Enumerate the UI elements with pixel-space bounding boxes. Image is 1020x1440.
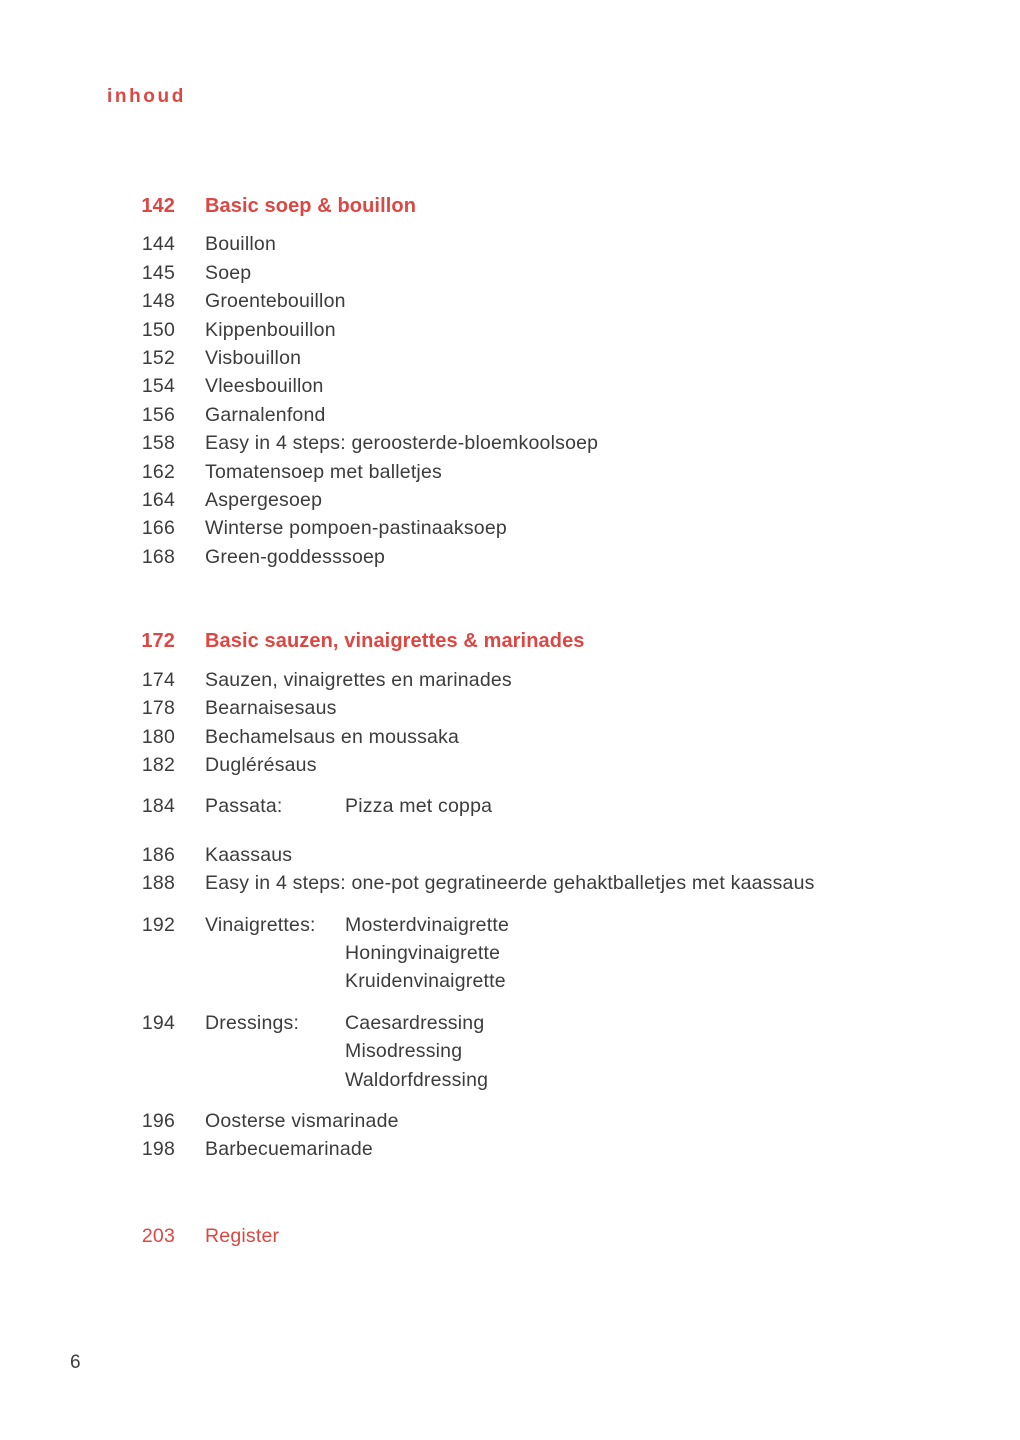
entry-label: Soep <box>205 261 252 284</box>
page-title: inhoud <box>107 86 186 107</box>
section-header <box>0 627 1020 655</box>
entry-page-number: 164 <box>141 489 175 512</box>
entry-page-number: 184 <box>141 795 175 818</box>
entry-label: Passata: <box>205 795 283 818</box>
entry-values <box>345 911 1020 996</box>
toc-section <box>0 627 1020 1164</box>
entry-label: Tomatensoep met balletjes <box>205 460 442 483</box>
entry-label: Oosterse vismarinade <box>205 1109 399 1132</box>
toc-row <box>0 1009 1020 1094</box>
toc-row <box>0 486 1020 514</box>
entry-label: Vinaigrettes: <box>205 913 316 936</box>
entry-page-number: 188 <box>141 872 175 895</box>
entry-page-number: 145 <box>141 261 175 284</box>
entry-label: Bearnaisesaus <box>205 697 337 720</box>
section-title: Basic sauzen, vinaigrettes & marinades <box>205 630 585 653</box>
toc-row <box>0 458 1020 486</box>
section-header <box>0 192 1020 220</box>
entry-page-number: 180 <box>141 725 175 748</box>
entry-label: Kippenbouillon <box>205 318 336 341</box>
toc-row <box>0 429 1020 457</box>
toc-row <box>0 230 1020 258</box>
entry-label: Green-goddesssoep <box>205 545 386 568</box>
entry-label: Sauzen, vinaigrettes en marinades <box>205 668 512 691</box>
toc-row <box>0 1107 1020 1135</box>
toc-row <box>0 543 1020 571</box>
entry-label: Barbecuemarinade <box>205 1138 373 1161</box>
toc-row <box>0 723 1020 751</box>
register-row <box>0 1222 1020 1250</box>
entry-page-number: 152 <box>141 347 175 370</box>
toc-row <box>0 401 1020 429</box>
entry-label: Duglérésaus <box>205 753 317 776</box>
entry-page-number: 150 <box>141 318 175 341</box>
entry-label: Bouillon <box>205 233 276 256</box>
entry-value: Mosterdvinaigrette <box>345 913 510 936</box>
entry-page-number: 148 <box>141 290 175 313</box>
toc-row <box>0 1135 1020 1163</box>
register-label: Register <box>205 1224 280 1247</box>
toc-row <box>0 514 1020 542</box>
entry-label: Easy in 4 steps: geroosterde-bloemkoolsoep <box>205 432 599 455</box>
toc-row <box>0 259 1020 287</box>
toc-row <box>0 751 1020 779</box>
entry-label: Easy in 4 steps: one-pot gegratineerde gehaktballetjes met kaassaus <box>205 872 815 895</box>
toc-group <box>0 792 1020 820</box>
toc-row <box>0 344 1020 372</box>
entry-page-number: 192 <box>141 913 175 936</box>
section-title: Basic soep & bouillon <box>205 195 417 217</box>
toc-group <box>0 230 1020 571</box>
toc <box>0 192 1020 1164</box>
entry-label: Vleesbouillon <box>205 375 324 398</box>
section-page-number: 142 <box>141 195 175 217</box>
toc-section <box>0 192 1020 571</box>
entry-page-number: 144 <box>141 233 175 256</box>
toc-row <box>0 911 1020 996</box>
entry-page-number: 174 <box>141 668 175 691</box>
entry-page-number: 158 <box>141 432 175 455</box>
entry-page-number: 156 <box>141 403 175 426</box>
entry-label: Visbouillon <box>205 347 302 370</box>
toc-row <box>0 792 1020 820</box>
entry-page-number: 194 <box>141 1011 175 1034</box>
entry-page-number: 168 <box>141 545 175 568</box>
entry-values <box>345 1009 1020 1094</box>
toc-row <box>0 666 1020 694</box>
toc-row <box>0 316 1020 344</box>
entry-value: Misodressing <box>345 1040 463 1063</box>
entry-value: Pizza met coppa <box>345 795 493 818</box>
entry-label: Aspergesoep <box>205 489 323 512</box>
entry-value: Kruidenvinaigrette <box>345 970 506 993</box>
toc-group <box>0 1107 1020 1164</box>
entry-label: Bechamelsaus en moussaka <box>205 725 460 748</box>
entry-page-number: 154 <box>141 375 175 398</box>
entry-label: Garnalenfond <box>205 403 326 426</box>
entry-page-number: 186 <box>141 843 175 866</box>
entry-page-number: 198 <box>141 1138 175 1161</box>
entry-value: Honingvinaigrette <box>345 941 501 964</box>
entry-label: Groentebouillon <box>205 290 346 313</box>
entry-label: Winterse pompoen-pastinaaksoep <box>205 517 507 540</box>
entry-page-number: 178 <box>141 697 175 720</box>
entry-value: Caesardressing <box>345 1011 485 1034</box>
toc-group <box>0 666 1020 780</box>
toc-group <box>0 841 1020 898</box>
entry-values <box>345 792 1020 820</box>
toc-row <box>0 372 1020 400</box>
folio-page-number: 6 <box>70 1352 81 1373</box>
toc-row <box>0 869 1020 897</box>
toc-row <box>0 841 1020 869</box>
entry-page-number: 166 <box>141 517 175 540</box>
section-page-number: 172 <box>141 630 175 653</box>
entry-page-number: 182 <box>141 753 175 776</box>
entry-page-number: 196 <box>141 1109 175 1132</box>
toc-group <box>0 1009 1020 1094</box>
toc-row <box>0 287 1020 315</box>
register-page-number: 203 <box>141 1224 175 1247</box>
entry-label: Dressings: <box>205 1011 300 1034</box>
toc-row <box>0 694 1020 722</box>
toc-group <box>0 911 1020 996</box>
entry-value: Waldorfdressing <box>345 1068 489 1091</box>
entry-label: Kaassaus <box>205 843 293 866</box>
entry-page-number: 162 <box>141 460 175 483</box>
